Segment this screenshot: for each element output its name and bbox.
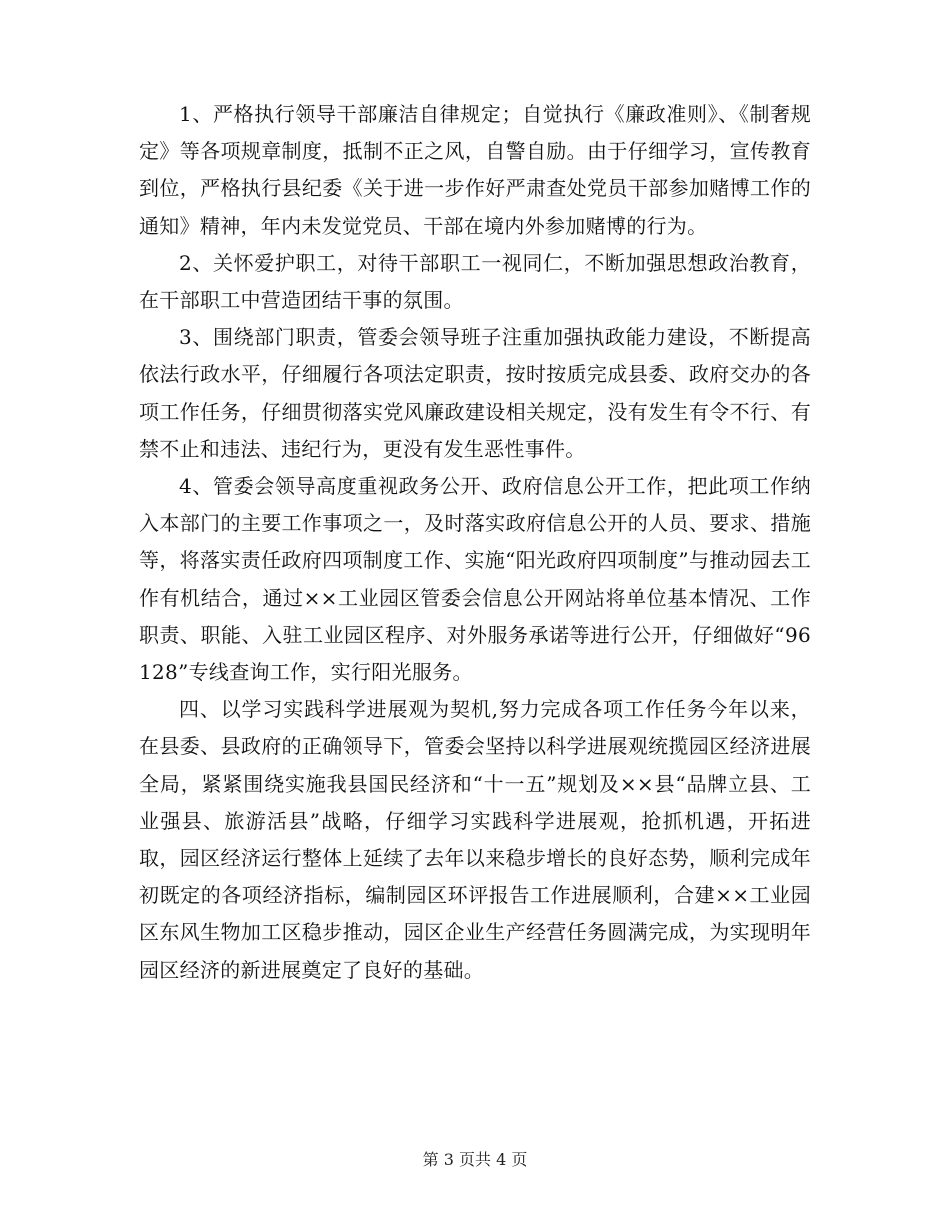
- paragraph-item-1: 1、严格执行领导干部廉洁自律规定；自觉执行《廉政准则》、《制奢规定》等各项规章制度，抵制不正之风，自警自励。由于仔细学习，宣传教育到位，严格执行县纪委《关于进一步作好严肃查处党员干部参加赌博工作的通知》精神，年内未发觉党员、干部在境内外参加赌博的行为。: [139, 102, 811, 238]
- document-body: [139, 96, 811, 989]
- paragraph-item-3: 3、围绕部门职责，管委会领导班子注重加强执政能力建设，不断提高依法行政水平，仔细履行各项法定职责，按时按质完成县委、政府交办的各项工作任务，仔细贯彻落实党风廉政建设相关规定，没有发生有令不行、有禁不止和违法、违纪行为，更没有发生恶性事件。: [139, 325, 811, 461]
- page-number-footer: 第 3 页共 4 页: [422, 1150, 528, 1169]
- paragraph-section-four: 四、以学习实践科学进展观为契机,努力完成各项工作任务今年以来，在县委、县政府的正确领导下，管委会坚持以科学进展观统揽园区经济进展全局，紧紧围绕实施我县国民经济和“十一五”规划及××县“品牌立县、工业强县、旅游活县”战略，仔细学习实践科学进展观，抢抓机遇，开拓进取，园区经济运行整体上延续了去年以来稳步增长的良好态势，顺利完成年初既定的各项经济指标，编制园区环评报告工作进展顺利，合建××工业园区东风生物加工区稳步推动，园区企业生产经营任务圆满完成，为实现明年园区经济的新进展奠定了良好的基础。: [139, 697, 811, 982]
- paragraph-item-4: 4、管委会领导高度重视政务公开、政府信息公开工作，把此项工作纳入本部门的主要工作事项之一，及时落实政府信息公开的人员、要求、措施等，将落实责任政府四项制度工作、实施“阳光政府四项制度”与推动园去工作有机结合，通过××工业园区管委会信息公开网站将单位基本情况、工作职责、职能、入驻工业园区程序、对外服务承诺等进行公开，仔细做好“96128”专线查询工作，实行阳光服务。: [139, 474, 811, 685]
- paragraph-item-2: 2、关怀爱护职工，对待干部职工一视同仁，不断加强思想政治教育，在干部职工中营造团结干事的氛围。: [139, 250, 811, 313]
